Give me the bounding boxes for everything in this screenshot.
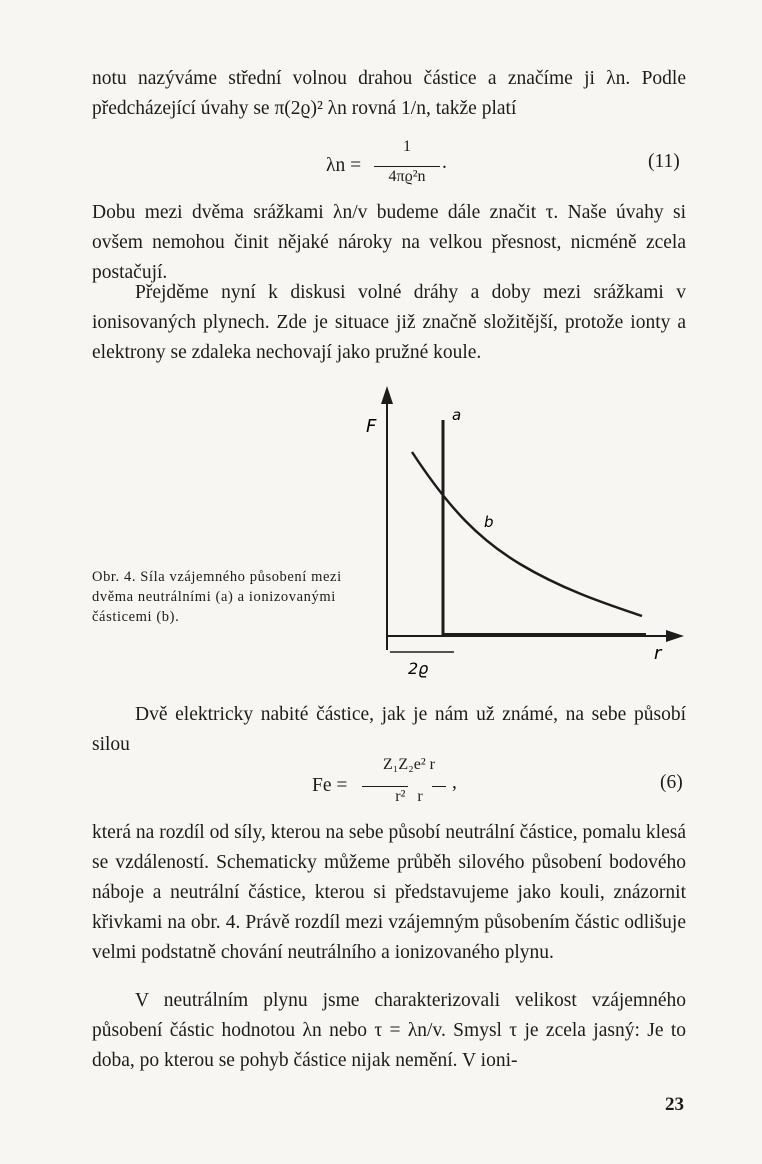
equation-6-fraction-line-2 bbox=[432, 786, 446, 787]
paragraph-4: Dvě elektricky nabité částice, jak je nám už známé, na sebe působí silou bbox=[92, 704, 686, 755]
equation-6-fraction-line-1 bbox=[362, 786, 408, 787]
equation-6-lhs: Fe = bbox=[312, 775, 348, 796]
curve-b bbox=[412, 452, 642, 616]
figure-caption: Obr. 4. Síla vzájemného působení mezi dvěma neutrálními (a) a ionizovanými částicemi (b). bbox=[92, 569, 342, 625]
equation-11-numerator: 1 bbox=[403, 138, 411, 155]
paragraph-3: Přejděme nyní k diskusi volné dráhy a doby mezi srážkami v ionisovaných plynech. Zde je situace již značně složitější, protože ionty a elektrony se zdaleka nechovají jako pružné koule. bbox=[92, 282, 686, 363]
equation-6-numerator: Z₁Z₂e² r bbox=[383, 756, 435, 773]
equation-11-fraction-line bbox=[374, 166, 440, 167]
y-axis-label: F bbox=[366, 416, 377, 437]
curve-b-label: b bbox=[484, 513, 494, 531]
distance-label: 2ϱ bbox=[408, 659, 429, 678]
x-axis-label: r bbox=[654, 643, 662, 664]
equation-6-denominator: r² r bbox=[395, 788, 423, 805]
equation-11-number: (11) bbox=[648, 151, 680, 172]
paragraph-6: V neutrálním plynu jsme charakterizovali velikost vzájemného působení částic hodnotou λn nebo τ = λn/v. Smysl τ je zcela jasný: Je to doba, po kterou se pohyb částice nijak nemění. V ioni- bbox=[92, 990, 686, 1071]
paragraph-1: notu nazýváme střední volnou drahou částice a značíme ji λn. Podle předcházející úvahy se π(2ϱ)² λn rovná 1/n, takže platí bbox=[92, 68, 686, 119]
paragraph-5: která na rozdíl od síly, kterou na sebe působí neutrální částice, pomalu klesá se vzdáleností. Schematicky můžeme průběh silového působení bodového náboje a neutrální částice, kterou si představujeme jako kouli, znázornit křivkami na obr. 4. Právě rozdíl mezi vzájemným působením částic odlišuje velmi podstatně chování neutrálního a ionizovaného plynu. bbox=[92, 822, 686, 963]
equation-6-number: (6) bbox=[660, 772, 683, 793]
y-axis-arrow bbox=[381, 386, 393, 404]
equation-6-trail: , bbox=[452, 772, 457, 793]
figure-4 bbox=[360, 380, 690, 680]
equation-11-trail: . bbox=[442, 152, 447, 173]
page-number: 23 bbox=[665, 1094, 684, 1115]
curve-a-label: a bbox=[452, 406, 462, 424]
paragraph-2: Dobu mezi dvěma srážkami λn/v budeme dále značit τ. Naše úvahy si ovšem nemohou činit nějaké nároky na velkou přesnost, nicméně zcela postačují. bbox=[92, 202, 686, 283]
equation-11-denominator: 4πϱ²n bbox=[388, 168, 426, 185]
x-axis-arrow bbox=[666, 630, 684, 642]
equation-11-lhs: λn = bbox=[326, 155, 362, 176]
